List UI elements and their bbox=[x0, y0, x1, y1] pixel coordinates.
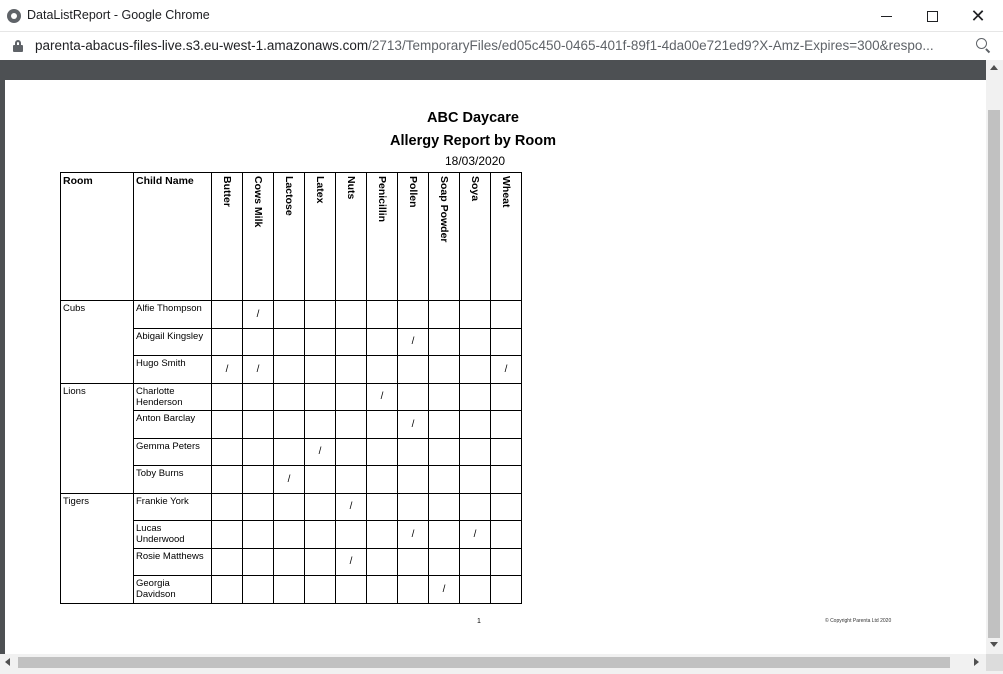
allergy-mark-cell bbox=[305, 411, 336, 439]
allergy-mark-cell: / bbox=[367, 383, 398, 411]
allergy-mark-cell bbox=[398, 438, 429, 466]
child-name-cell: Georgia Davidson bbox=[134, 576, 212, 604]
allergy-mark-cell bbox=[243, 383, 274, 411]
allergy-mark-cell bbox=[305, 548, 336, 576]
allergy-mark-cell bbox=[243, 493, 274, 521]
allergy-mark-cell bbox=[491, 411, 522, 439]
allergy-mark-cell bbox=[429, 466, 460, 494]
allergy-mark-cell bbox=[243, 576, 274, 604]
header-allergy-label: Soap Powder bbox=[438, 176, 450, 243]
report-date: 18/03/2020 bbox=[445, 154, 506, 168]
allergy-mark-cell: / bbox=[336, 548, 367, 576]
minimize-icon bbox=[881, 16, 892, 17]
allergy-mark-cell bbox=[398, 576, 429, 604]
window-title: DataListReport - Google Chrome bbox=[27, 8, 210, 22]
allergy-mark-cell bbox=[491, 576, 522, 604]
header-allergy-label: Latex bbox=[314, 176, 326, 204]
allergy-mark-cell bbox=[212, 493, 243, 521]
allergy-mark-cell bbox=[336, 301, 367, 329]
child-name-cell: Lucas Underwood bbox=[134, 521, 212, 549]
allergy-mark-cell bbox=[491, 548, 522, 576]
header-allergy-label: Penicillin bbox=[376, 176, 388, 223]
header-allergy bbox=[336, 173, 367, 301]
allergy-mark-cell bbox=[274, 438, 305, 466]
url-path: /2713/TemporaryFiles/ed05c450-0465-401f-89f1-4da00e721ed9?X-Amz-Expires=300&respo... bbox=[368, 38, 934, 53]
allergy-mark-cell bbox=[460, 438, 491, 466]
allergy-mark-cell bbox=[398, 548, 429, 576]
copyright: © Copyright Parenta Ltd 2020 bbox=[825, 618, 892, 624]
header-allergy bbox=[429, 173, 460, 301]
allergy-mark-cell bbox=[305, 383, 336, 411]
allergy-mark-cell bbox=[460, 328, 491, 356]
header-row bbox=[61, 173, 522, 301]
close-icon: ✕ bbox=[970, 5, 986, 26]
allergy-mark-cell bbox=[460, 576, 491, 604]
scroll-right-arrow-icon[interactable] bbox=[974, 658, 979, 666]
allergy-mark-cell: / bbox=[398, 411, 429, 439]
header-child-name: Child Name bbox=[134, 173, 212, 301]
allergy-mark-cell bbox=[243, 438, 274, 466]
allergy-mark-cell bbox=[336, 411, 367, 439]
allergy-mark-cell bbox=[491, 466, 522, 494]
allergy-mark-cell bbox=[398, 493, 429, 521]
header-allergy-label: Soya bbox=[469, 176, 481, 202]
allergy-mark-cell bbox=[398, 383, 429, 411]
scroll-up-arrow-icon[interactable] bbox=[990, 65, 998, 70]
allergy-mark-cell: / bbox=[398, 521, 429, 549]
header-allergy bbox=[398, 173, 429, 301]
allergy-mark-cell bbox=[460, 383, 491, 411]
org-name: ABC Daycare bbox=[427, 110, 519, 126]
allergy-mark-cell bbox=[243, 521, 274, 549]
allergy-mark-cell bbox=[491, 383, 522, 411]
allergy-mark-cell bbox=[305, 576, 336, 604]
allergy-mark-cell bbox=[274, 383, 305, 411]
child-name-cell: Anton Barclay bbox=[134, 411, 212, 439]
allergy-mark-cell bbox=[212, 521, 243, 549]
allergy-mark-cell: / bbox=[305, 438, 336, 466]
allergy-mark-cell bbox=[305, 493, 336, 521]
allergy-mark-cell bbox=[212, 576, 243, 604]
close-button[interactable] bbox=[955, 0, 1001, 32]
scroll-left-arrow-icon[interactable] bbox=[5, 658, 10, 666]
allergy-mark-cell bbox=[336, 576, 367, 604]
zoom-icon[interactable] bbox=[976, 38, 992, 54]
allergy-mark-cell bbox=[367, 438, 398, 466]
allergy-mark-cell bbox=[212, 438, 243, 466]
allergy-mark-cell bbox=[460, 466, 491, 494]
allergy-mark-cell bbox=[274, 576, 305, 604]
allergy-mark-cell bbox=[429, 438, 460, 466]
table-row bbox=[61, 383, 522, 411]
allergy-mark-cell bbox=[367, 356, 398, 384]
room-cell: Cubs bbox=[61, 301, 134, 384]
allergy-mark-cell: / bbox=[398, 328, 429, 356]
allergy-mark-cell bbox=[336, 438, 367, 466]
allergy-mark-cell bbox=[305, 328, 336, 356]
allergy-mark-cell bbox=[460, 548, 491, 576]
url-host: parenta-abacus-files-live.s3.eu-west-1.amazonaws.com bbox=[35, 38, 369, 53]
allergy-mark-cell bbox=[274, 356, 305, 384]
allergy-mark-cell: / bbox=[212, 356, 243, 384]
page-number: 1 bbox=[477, 618, 481, 625]
child-name-cell: Abigail Kingsley bbox=[134, 328, 212, 356]
report-page bbox=[5, 80, 986, 654]
minimize-button[interactable] bbox=[863, 0, 909, 32]
allergy-mark-cell bbox=[491, 493, 522, 521]
allergy-mark-cell bbox=[460, 493, 491, 521]
allergy-mark-cell bbox=[305, 466, 336, 494]
allergy-mark-cell bbox=[367, 548, 398, 576]
allergy-mark-cell bbox=[398, 301, 429, 329]
table-row bbox=[61, 301, 522, 329]
allergy-mark-cell bbox=[429, 301, 460, 329]
allergy-mark-cell bbox=[212, 301, 243, 329]
vertical-scrollbar[interactable] bbox=[986, 60, 1003, 654]
vertical-scroll-thumb[interactable] bbox=[988, 110, 1000, 638]
scroll-down-arrow-icon[interactable] bbox=[990, 642, 998, 647]
header-allergy bbox=[491, 173, 522, 301]
maximize-button[interactable] bbox=[909, 0, 955, 32]
allergy-mark-cell bbox=[274, 301, 305, 329]
header-allergy-label: Butter bbox=[221, 176, 233, 207]
allergy-mark-cell bbox=[212, 548, 243, 576]
allergy-mark-cell bbox=[274, 328, 305, 356]
allergy-mark-cell bbox=[336, 356, 367, 384]
allergy-mark-cell bbox=[367, 521, 398, 549]
allergy-mark-cell bbox=[429, 493, 460, 521]
allergy-mark-cell bbox=[274, 493, 305, 521]
allergy-mark-cell bbox=[491, 521, 522, 549]
chrome-app-icon bbox=[7, 9, 21, 23]
room-cell: Lions bbox=[61, 383, 134, 493]
child-name-cell: Rosie Matthews bbox=[134, 548, 212, 576]
allergy-mark-cell: / bbox=[243, 356, 274, 384]
allergy-mark-cell bbox=[212, 383, 243, 411]
table-row bbox=[61, 493, 522, 521]
header-allergy-label: Nuts bbox=[345, 176, 357, 200]
allergy-mark-cell bbox=[243, 548, 274, 576]
child-name-cell: Charlotte Henderson bbox=[134, 383, 212, 411]
allergy-mark-cell bbox=[398, 466, 429, 494]
allergy-mark-cell bbox=[367, 328, 398, 356]
allergy-mark-cell bbox=[491, 328, 522, 356]
lock-icon[interactable] bbox=[13, 40, 23, 52]
allergy-mark-cell bbox=[336, 466, 367, 494]
allergy-mark-cell bbox=[367, 411, 398, 439]
maximize-icon bbox=[927, 11, 938, 22]
header-allergy-label: Pollen bbox=[407, 176, 419, 208]
allergy-mark-cell bbox=[274, 521, 305, 549]
allergy-mark-cell: / bbox=[460, 521, 491, 549]
allergy-mark-cell bbox=[429, 328, 460, 356]
allergy-mark-cell bbox=[336, 383, 367, 411]
allergy-mark-cell bbox=[429, 356, 460, 384]
header-room: Room bbox=[61, 173, 134, 301]
child-name-cell: Frankie York bbox=[134, 493, 212, 521]
horizontal-scroll-thumb[interactable] bbox=[18, 657, 950, 668]
window-titlebar bbox=[0, 0, 1003, 32]
header-allergy bbox=[460, 173, 491, 301]
allergy-mark-cell bbox=[212, 466, 243, 494]
allergy-mark-cell: / bbox=[491, 356, 522, 384]
header-allergy-label: Wheat bbox=[500, 176, 512, 208]
allergy-mark-cell bbox=[305, 521, 336, 549]
viewer-toolbar-strip bbox=[0, 60, 986, 80]
allergy-mark-cell bbox=[367, 301, 398, 329]
allergy-mark-cell bbox=[367, 576, 398, 604]
header-allergy-label: Lactose bbox=[283, 176, 295, 216]
allergy-mark-cell bbox=[460, 356, 491, 384]
allergy-mark-cell bbox=[243, 328, 274, 356]
child-name-cell: Gemma Peters bbox=[134, 438, 212, 466]
allergy-mark-cell bbox=[243, 411, 274, 439]
header-allergy bbox=[274, 173, 305, 301]
allergy-mark-cell bbox=[491, 301, 522, 329]
allergy-mark-cell bbox=[429, 411, 460, 439]
allergy-mark-cell: / bbox=[243, 301, 274, 329]
allergy-mark-cell bbox=[460, 301, 491, 329]
header-allergy bbox=[212, 173, 243, 301]
allergy-mark-cell: / bbox=[274, 466, 305, 494]
header-allergy-label: Cows Milk bbox=[252, 176, 264, 228]
room-cell: Tigers bbox=[61, 493, 134, 603]
header-allergy bbox=[367, 173, 398, 301]
allergy-mark-cell bbox=[212, 328, 243, 356]
header-allergy bbox=[243, 173, 274, 301]
allergy-mark-cell bbox=[274, 411, 305, 439]
allergy-mark-cell bbox=[429, 521, 460, 549]
allergy-mark-cell bbox=[460, 411, 491, 439]
table-body bbox=[61, 301, 522, 604]
allergy-mark-cell bbox=[367, 493, 398, 521]
horizontal-scrollbar[interactable] bbox=[0, 654, 986, 671]
url-text[interactable] bbox=[35, 38, 957, 53]
allergy-mark-cell bbox=[367, 466, 398, 494]
allergy-mark-cell bbox=[336, 328, 367, 356]
allergy-mark-cell bbox=[243, 466, 274, 494]
allergy-table bbox=[60, 172, 522, 604]
allergy-mark-cell bbox=[212, 411, 243, 439]
allergy-mark-cell bbox=[429, 548, 460, 576]
header-allergy bbox=[305, 173, 336, 301]
scrollbar-corner bbox=[986, 654, 1003, 671]
report-title: Allergy Report by Room bbox=[390, 133, 556, 149]
allergy-mark-cell bbox=[398, 356, 429, 384]
allergy-mark-cell bbox=[429, 383, 460, 411]
child-name-cell: Toby Burns bbox=[134, 466, 212, 494]
allergy-mark-cell: / bbox=[429, 576, 460, 604]
allergy-mark-cell bbox=[305, 301, 336, 329]
allergy-mark-cell: / bbox=[336, 493, 367, 521]
allergy-mark-cell bbox=[274, 548, 305, 576]
document-viewer bbox=[0, 60, 986, 654]
child-name-cell: Hugo Smith bbox=[134, 356, 212, 384]
address-bar[interactable] bbox=[0, 32, 1003, 60]
allergy-mark-cell bbox=[491, 438, 522, 466]
allergy-mark-cell bbox=[305, 356, 336, 384]
child-name-cell: Alfie Thompson bbox=[134, 301, 212, 329]
allergy-mark-cell bbox=[336, 521, 367, 549]
